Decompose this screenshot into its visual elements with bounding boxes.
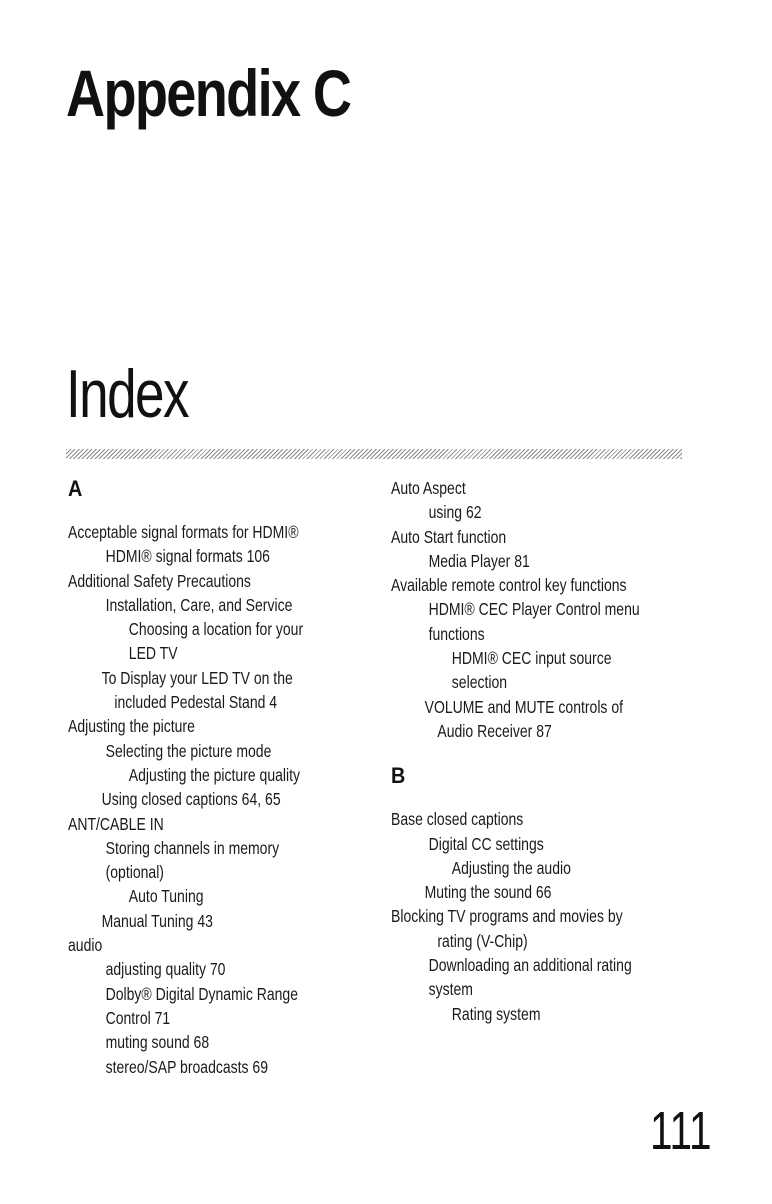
index-entry: Additional Safety Precautions bbox=[68, 570, 251, 591]
index-entry: Rating system bbox=[451, 1003, 541, 1024]
index-title: Index bbox=[66, 356, 188, 432]
index-entry: using 62 bbox=[428, 502, 482, 523]
index-entry: Using closed captions 64, 65 bbox=[101, 789, 281, 810]
appendix-title: Appendix C bbox=[66, 56, 351, 130]
index-entry: LED TV bbox=[128, 643, 178, 664]
index-entry: Muting the sound 66 bbox=[424, 882, 552, 903]
index-entry: To Display your LED TV on the bbox=[101, 667, 293, 688]
index-entry: Manual Tuning 43 bbox=[101, 910, 213, 931]
index-entry: Storing channels in memory bbox=[105, 837, 280, 858]
index-entry: rating (V-Chip) bbox=[437, 930, 528, 951]
section-divider-rule bbox=[66, 449, 682, 459]
page-number: 111 bbox=[650, 1101, 712, 1161]
index-entry: HDMI® signal formats 106 bbox=[105, 546, 270, 567]
index-column-left bbox=[68, 476, 368, 1079]
index-entry: Available remote control key functions bbox=[391, 575, 627, 596]
index-entry: Auto Tuning bbox=[128, 886, 204, 907]
index-entry: Acceptable signal formats for HDMI® bbox=[68, 522, 299, 542]
index-letter-heading: A bbox=[68, 476, 83, 501]
index-entry: Media Player 81 bbox=[428, 550, 530, 571]
index-entry: VOLUME and MUTE controls of bbox=[424, 696, 623, 717]
index-entry: Auto Start function bbox=[391, 526, 507, 547]
index-entry: audio bbox=[68, 935, 103, 956]
index-entry: Adjusting the picture bbox=[68, 716, 195, 737]
index-entry: selection bbox=[451, 672, 508, 693]
letter-spacer bbox=[391, 789, 691, 807]
index-entry: Control 71 bbox=[105, 1007, 171, 1028]
index-entry: Audio Receiver 87 bbox=[437, 720, 552, 741]
index-entry: muting sound 68 bbox=[105, 1032, 210, 1053]
index-entry: Blocking TV programs and movies by bbox=[391, 906, 623, 927]
index-entry: Digital CC settings bbox=[428, 833, 544, 854]
index-entry: system bbox=[428, 979, 473, 1000]
index-entry: stereo/SAP broadcasts 69 bbox=[105, 1056, 268, 1077]
index-entry: adjusting quality 70 bbox=[105, 959, 226, 980]
index-entry: ANT/CABLE IN bbox=[68, 813, 164, 834]
index-column-right bbox=[391, 476, 691, 1026]
index-entry: Selecting the picture mode bbox=[105, 740, 272, 761]
index-entry: Base closed captions bbox=[391, 809, 524, 830]
index-entry: Adjusting the audio bbox=[451, 857, 571, 878]
index-entry: Choosing a location for your bbox=[128, 619, 304, 640]
index-entry: Auto Aspect bbox=[391, 478, 466, 498]
letter-spacer bbox=[68, 502, 368, 520]
index-entry: HDMI® CEC Player Control menu bbox=[428, 599, 640, 620]
index-entry: HDMI® CEC input source bbox=[451, 648, 612, 669]
index-entry: Installation, Care, and Service bbox=[105, 594, 293, 615]
index-entry: Adjusting the picture quality bbox=[128, 764, 301, 785]
letter-spacer bbox=[391, 743, 691, 763]
index-entry: included Pedestal Stand 4 bbox=[114, 692, 278, 713]
index-entry: functions bbox=[428, 623, 485, 644]
index-entry: Downloading an additional rating bbox=[428, 955, 632, 976]
index-entry: (optional) bbox=[105, 862, 164, 883]
index-entry: Dolby® Digital Dynamic Range bbox=[105, 983, 298, 1004]
index-letter-heading: B bbox=[391, 763, 406, 789]
